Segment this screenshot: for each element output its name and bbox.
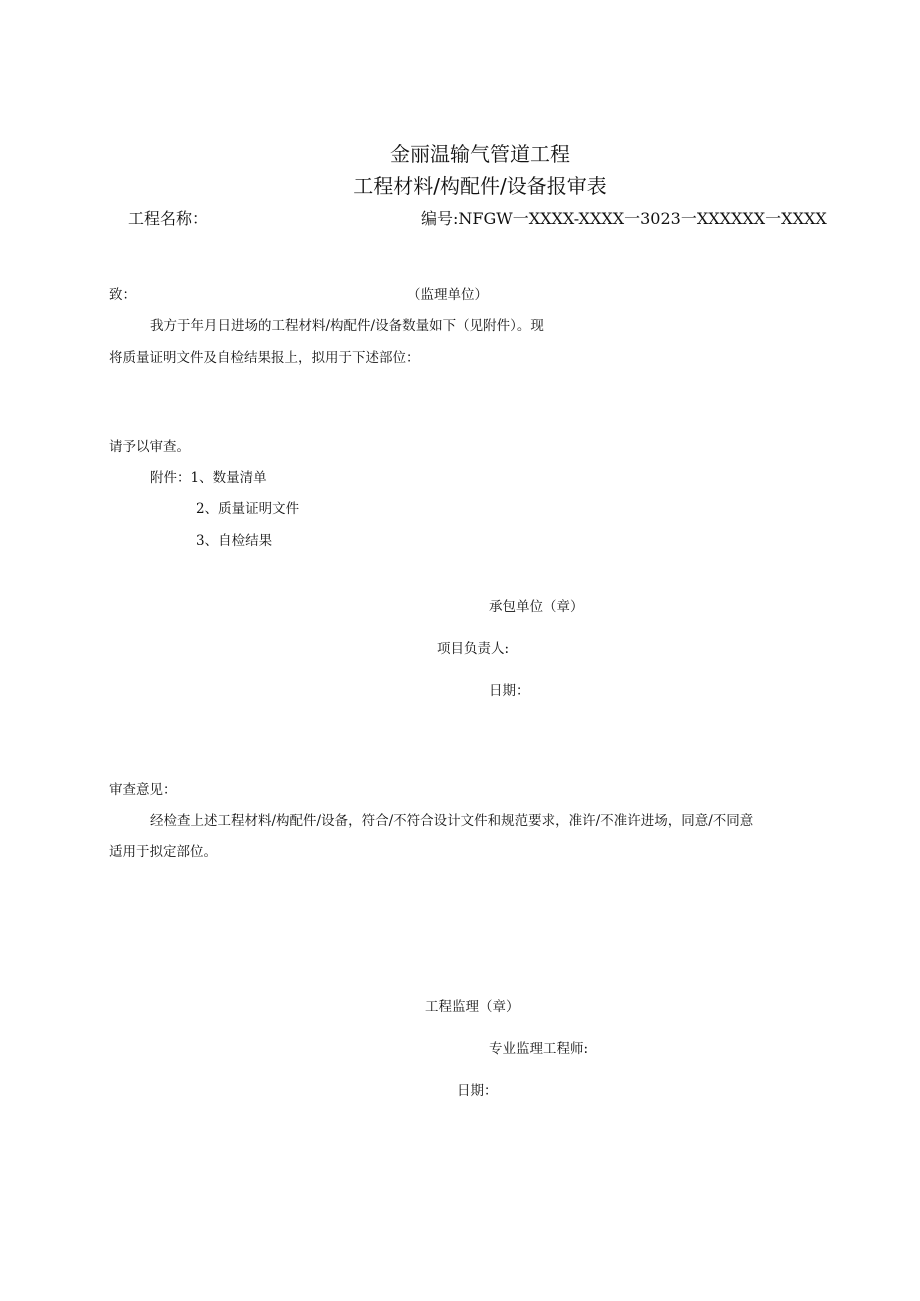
review-request: 请予以审查。 (109, 439, 190, 455)
supervision-seal-label: 工程监理（章） (425, 999, 520, 1015)
project-name-label: 工程名称： (128, 209, 209, 228)
review-opinion-line2: 适用于拟定部位。 (109, 844, 217, 860)
review-opinion-label: 审查意见： (109, 782, 177, 798)
document-title-line1: 金丽温输气管道工程 (390, 142, 570, 166)
submission-body-line2: 将质量证明文件及自检结果报上，拟用于下述部位： (109, 350, 420, 366)
contractor-date-label: 日期： (489, 683, 530, 699)
review-opinion-line1: 经检查上述工程材料/构配件/设备，符合/不符合设计文件和规范要求，准许/不准许进场，同意/不同意 (150, 813, 754, 829)
document-title-line2: 工程材料/构配件/设备报审表 (353, 174, 607, 198)
supervision-unit-label: （监理单位） (407, 287, 488, 303)
attachment-3: 3、自检结果 (196, 533, 273, 549)
to-label: 致： (109, 287, 136, 303)
submission-body-line1: 我方于年月日进场的工程材料/构配件/设备数量如下（见附件）。现 (150, 318, 544, 334)
attachment-1: 附件：1、数量清单 (150, 470, 267, 486)
serial-number: 编号:NFGW一XXXX-XXXX一3023一XXXXXX一XXXX (421, 209, 827, 228)
supervising-engineer-label: 专业监理工程师: (489, 1041, 589, 1057)
supervision-date-label: 日期： (457, 1083, 498, 1099)
project-manager-label: 项目负责人: (437, 641, 510, 657)
contractor-seal-label: 承包单位（章） (489, 599, 584, 615)
attachment-2: 2、质量证明文件 (196, 501, 300, 517)
